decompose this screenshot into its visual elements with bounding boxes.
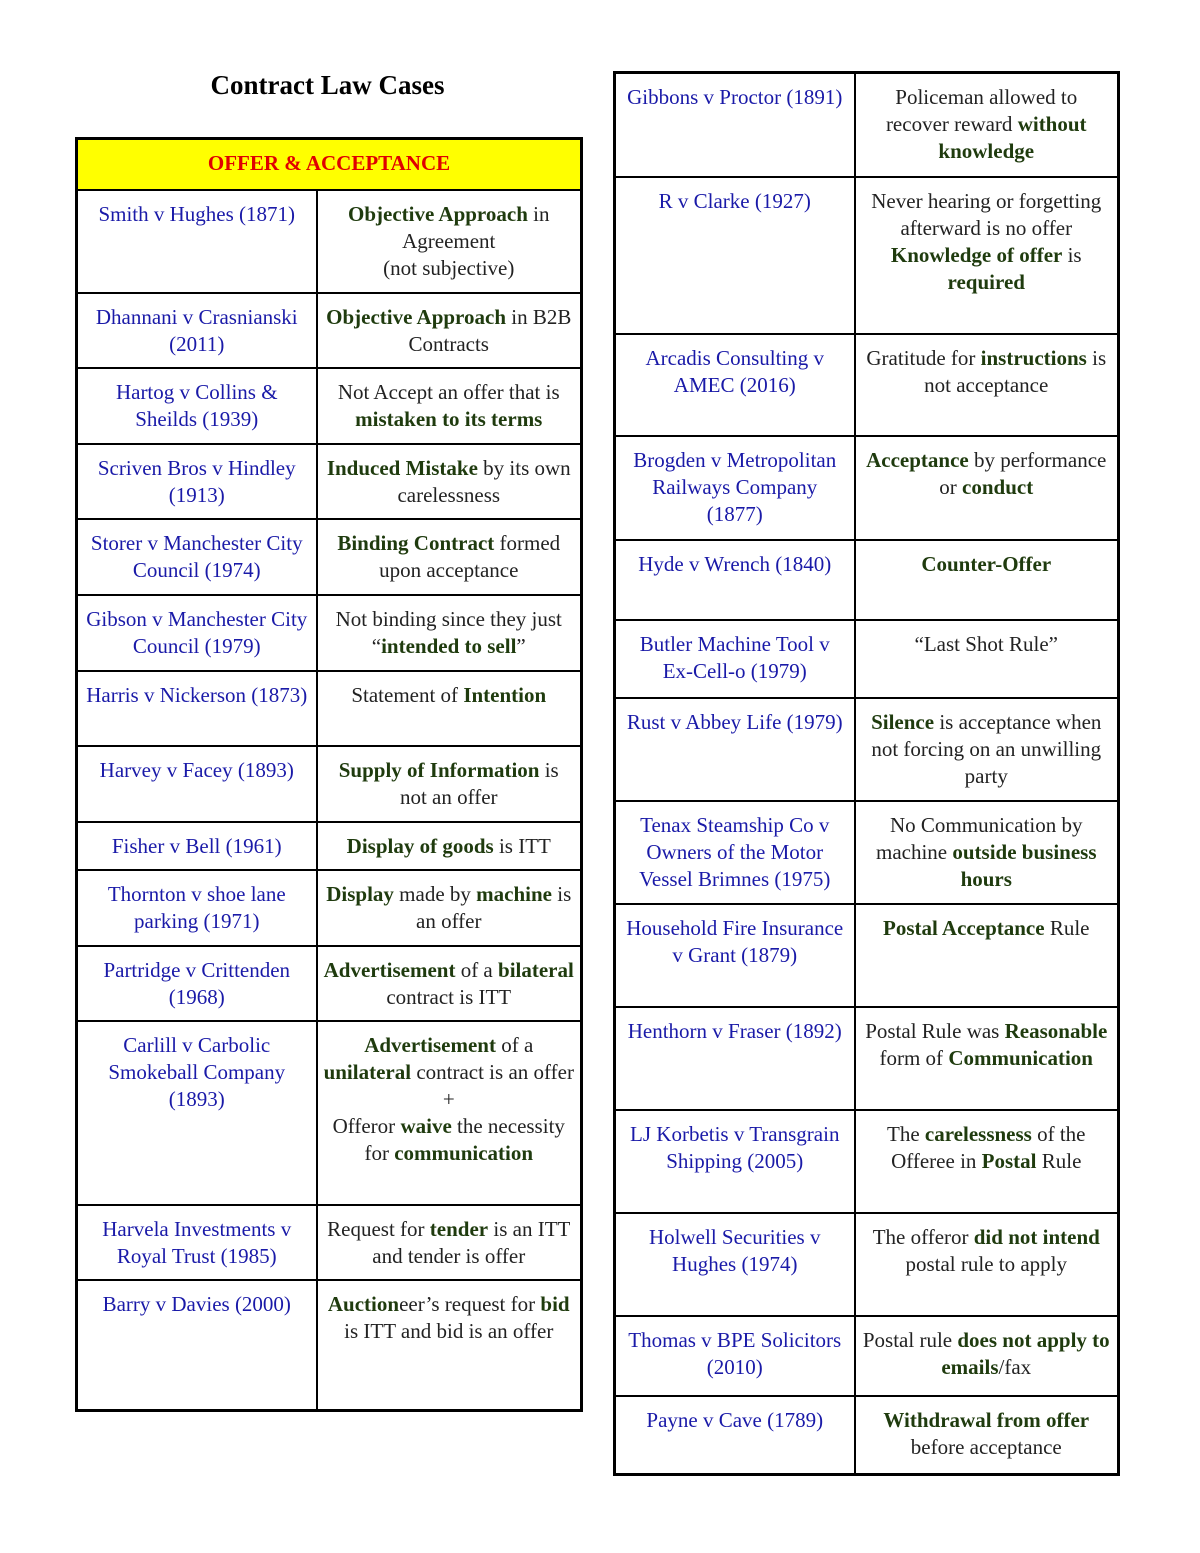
- section-header: OFFER & ACCEPTANCE: [77, 139, 582, 190]
- table-row: [77, 671, 582, 746]
- principle-keyword: bid: [540, 1291, 570, 1316]
- case-principle: [317, 1280, 582, 1411]
- principle-text: ”: [516, 633, 526, 658]
- principle-text: is an ITT and tender is offer: [372, 1216, 571, 1268]
- case-principle: [855, 1007, 1119, 1110]
- case-name: Brogden v Metropolitan Railways Company (1877): [615, 436, 855, 540]
- principle-keyword: outside business hours: [952, 839, 1097, 891]
- principle-text: of the Offeree in: [891, 1121, 1086, 1173]
- principle-keyword: did not intend: [973, 1224, 1100, 1249]
- principle-keyword: Communication: [948, 1045, 1093, 1070]
- principle-text: “Last Shot Rule”: [914, 631, 1058, 656]
- principle-text: of a: [455, 957, 499, 982]
- table-row: [77, 368, 582, 444]
- principle-text: Not binding since they just “: [335, 606, 562, 658]
- principle-keyword: Acceptance: [866, 447, 969, 472]
- principle-keyword: Postal Acceptance: [883, 915, 1045, 940]
- case-principle: [855, 436, 1119, 540]
- principle-text: is ITT and bid is an offer: [344, 1318, 554, 1343]
- case-name: Carlill v Carbolic Smokeball Company (1893): [77, 1021, 317, 1205]
- principle-text: made by: [393, 881, 477, 906]
- principle-keyword: waive: [400, 1113, 452, 1138]
- case-principle: [855, 1396, 1119, 1475]
- principle-keyword: required: [947, 269, 1025, 294]
- principle-text: the necessity for: [364, 1113, 565, 1165]
- principle-text: is an offer: [416, 881, 572, 933]
- case-principle: [317, 1021, 582, 1205]
- case-name: Barry v Davies (2000): [77, 1280, 317, 1411]
- principle-text: Request for: [327, 1216, 430, 1241]
- table-row: [615, 620, 1119, 698]
- principle-text: by its own carelessness: [397, 455, 571, 507]
- case-name: Rust v Abbey Life (1979): [615, 698, 855, 801]
- principle-keyword: Objective Approach: [348, 201, 528, 226]
- principle-keyword: Knowledge of offer: [890, 242, 1063, 267]
- table-row: [615, 801, 1119, 904]
- principle-text: Offeror: [332, 1113, 401, 1138]
- table-row: [615, 904, 1119, 1007]
- case-name: Household Fire Insurance v Grant (1879): [615, 904, 855, 1007]
- table-row: [77, 293, 582, 368]
- table-row: [77, 519, 582, 595]
- table-row: [77, 746, 582, 822]
- table-row: [615, 1213, 1119, 1316]
- principle-keyword: Withdrawal from offer: [883, 1407, 1090, 1432]
- principle-keyword: carelessness: [924, 1121, 1032, 1146]
- case-name: Tenax Steamship Co v Owners of the Motor Vessel Brimnes (1975): [615, 801, 855, 904]
- case-name: Gibson v Manchester City Council (1979): [77, 595, 317, 671]
- case-name: R v Clarke (1927): [615, 177, 855, 334]
- principle-keyword: Advertisement: [364, 1032, 496, 1057]
- table-row: [615, 334, 1119, 436]
- case-principle: [855, 620, 1119, 698]
- principle-text: Not Accept an offer that is: [337, 379, 560, 404]
- table-row: [77, 822, 582, 870]
- principle-text: by performance or: [939, 447, 1107, 499]
- principle-text: is: [1062, 242, 1082, 267]
- table-row: [615, 73, 1119, 177]
- principle-text: /fax: [998, 1354, 1032, 1379]
- principle-text: Statement of: [351, 682, 464, 707]
- case-name: Hyde v Wrench (1840): [615, 540, 855, 620]
- principle-text: The: [887, 1121, 925, 1146]
- case-name: Arcadis Consulting v AMEC (2016): [615, 334, 855, 436]
- principle-keyword: communication: [394, 1140, 534, 1165]
- principle-text: contract is ITT: [386, 984, 512, 1009]
- case-principle: [317, 190, 582, 293]
- case-principle: [317, 946, 582, 1021]
- principle-keyword: tender: [429, 1216, 489, 1241]
- table-row: [77, 1021, 582, 1205]
- case-principle: [855, 1316, 1119, 1396]
- table-row: [615, 1110, 1119, 1213]
- principle-keyword: does not apply to emails: [941, 1327, 1110, 1379]
- case-principle: [317, 595, 582, 671]
- table-row: [77, 870, 582, 946]
- case-principle: [855, 698, 1119, 801]
- principle-text: Gratitude for: [866, 345, 981, 370]
- principle-keyword: instructions: [980, 345, 1087, 370]
- case-principle: [855, 801, 1119, 904]
- table-row: [615, 177, 1119, 334]
- table-row: [615, 540, 1119, 620]
- principle-text: Rule: [1036, 1148, 1082, 1173]
- principle-keyword: Display of goods: [346, 833, 494, 858]
- case-principle: [317, 746, 582, 822]
- principle-keyword: machine: [476, 881, 552, 906]
- case-name: Harvela Investments v Royal Trust (1985): [77, 1205, 317, 1280]
- offer-acceptance-table-right: [613, 71, 1120, 1476]
- principle-keyword: bilateral: [498, 957, 574, 982]
- principle-text: is acceptance when not forcing on an unwilling party: [871, 709, 1102, 788]
- principle-keyword: Postal: [981, 1148, 1037, 1173]
- case-name: Harris v Nickerson (1873): [77, 671, 317, 746]
- table-row: [77, 444, 582, 519]
- principle-keyword: Silence: [871, 709, 935, 734]
- principle-text: The offeror: [872, 1224, 974, 1249]
- case-principle: [855, 1110, 1119, 1213]
- principle-keyword: Intention: [463, 682, 547, 707]
- table-row: [77, 190, 582, 293]
- principle-text: Policeman allowed to recover reward: [885, 85, 1078, 136]
- case-principle: [317, 1205, 582, 1280]
- case-name: Holwell Securities v Hughes (1974): [615, 1213, 855, 1316]
- table-row: [77, 595, 582, 671]
- table-row: [615, 1396, 1119, 1475]
- case-principle: [317, 368, 582, 444]
- principle-text: is not an offer: [399, 757, 559, 809]
- case-name: Thornton v shoe lane parking (1971): [77, 870, 317, 946]
- case-principle: [317, 444, 582, 519]
- case-principle: [855, 904, 1119, 1007]
- case-principle: [855, 177, 1119, 334]
- principle-text: postal rule to apply: [905, 1251, 1068, 1276]
- principle-text: is ITT: [493, 833, 551, 858]
- case-name: Smith v Hughes (1871): [77, 190, 317, 293]
- offer-acceptance-table-left: [75, 137, 583, 1412]
- principle-keyword: Advertisement: [323, 957, 456, 982]
- case-principle: [317, 671, 582, 746]
- principle-keyword: Supply of Information: [338, 757, 540, 782]
- principle-keyword: conduct: [962, 474, 1034, 499]
- case-name: Gibbons v Proctor (1891): [615, 73, 855, 177]
- case-name: Thomas v BPE Solicitors (2010): [615, 1316, 855, 1396]
- table-row: [615, 1007, 1119, 1110]
- case-name: Henthorn v Fraser (1892): [615, 1007, 855, 1110]
- case-name: Fisher v Bell (1961): [77, 822, 317, 870]
- case-principle: [317, 870, 582, 946]
- case-name: Harvey v Facey (1893): [77, 746, 317, 822]
- principle-text: formed upon acceptance: [379, 530, 561, 582]
- section-header-row: [77, 139, 582, 190]
- case-principle: [855, 1213, 1119, 1316]
- principle-keyword: Counter-Offer: [921, 551, 1052, 576]
- principle-keyword: Objective Approach: [326, 304, 506, 329]
- case-name: LJ Korbetis v Transgrain Shipping (2005): [615, 1110, 855, 1213]
- principle-text: Rule: [1044, 915, 1090, 940]
- case-name: Dhannani v Crasnianski (2011): [77, 293, 317, 368]
- case-name: Storer v Manchester City Council (1974): [77, 519, 317, 595]
- principle-text: before acceptance: [910, 1434, 1062, 1459]
- principle-text: contract is an offer +: [411, 1059, 574, 1111]
- case-name: Payne v Cave (1789): [615, 1396, 855, 1475]
- page-title: Contract Law Cases: [210, 70, 445, 100]
- case-name: Partridge v Crittenden (1968): [77, 946, 317, 1021]
- case-principle: [317, 822, 582, 870]
- principle-keyword: intended to sell: [381, 633, 517, 658]
- principle-keyword: Auction: [327, 1291, 400, 1316]
- case-principle: [855, 334, 1119, 436]
- principle-keyword: Binding Contract: [337, 530, 495, 555]
- case-principle: [317, 519, 582, 595]
- principle-text: eer’s request for: [399, 1291, 541, 1316]
- table-row: [77, 946, 582, 1021]
- principle-keyword: Display: [326, 881, 394, 906]
- principle-text: is not acceptance: [924, 345, 1107, 397]
- principle-text: of a: [495, 1032, 534, 1057]
- principle-text: in Agreement: [402, 201, 550, 253]
- principle-text: Postal rule: [862, 1327, 958, 1352]
- principle-text: Never hearing or forgetting afterward is no offer: [871, 188, 1102, 240]
- principle-keyword: unilateral: [323, 1059, 412, 1084]
- principle-keyword: Induced Mistake: [326, 455, 478, 480]
- case-principle: [855, 540, 1119, 620]
- principle-text: Postal Rule was: [865, 1018, 1005, 1043]
- principle-text: form of: [879, 1045, 949, 1070]
- principle-keyword: without knowledge: [938, 112, 1087, 163]
- case-principle: [855, 73, 1119, 177]
- table-row: [615, 1316, 1119, 1396]
- table-row: [77, 1280, 582, 1411]
- table-row: [615, 436, 1119, 540]
- case-name: Butler Machine Tool v Ex-Cell-o (1979): [615, 620, 855, 698]
- principle-text: No Communication by machine: [875, 812, 1083, 864]
- principle-text: in B2B Contracts: [408, 304, 572, 356]
- case-principle: [317, 293, 582, 368]
- case-name: Hartog v Collins & Sheilds (1939): [77, 368, 317, 444]
- table-row: [615, 698, 1119, 801]
- principle-text: (not subjective): [383, 255, 515, 280]
- principle-keyword: mistaken to its terms: [355, 406, 543, 431]
- case-name: Scriven Bros v Hindley (1913): [77, 444, 317, 519]
- table-row: [77, 1205, 582, 1280]
- principle-keyword: Reasonable: [1004, 1018, 1108, 1043]
